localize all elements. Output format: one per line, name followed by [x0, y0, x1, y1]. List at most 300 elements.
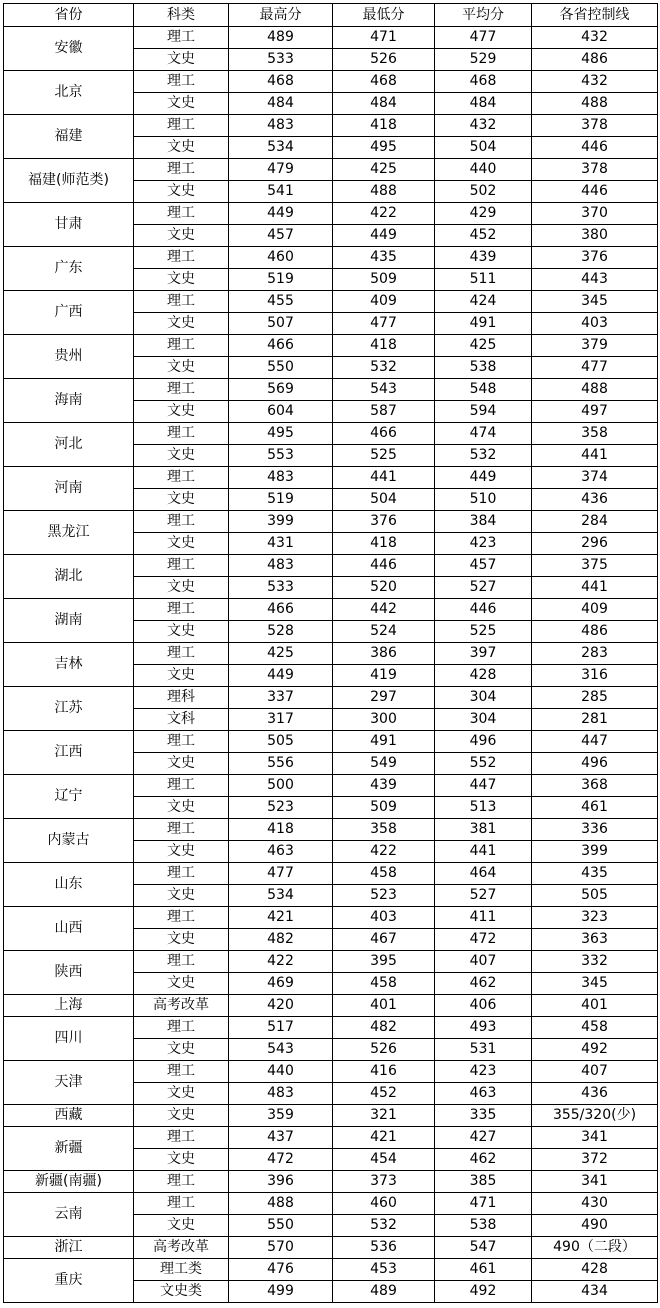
- min-score-cell: 418: [333, 115, 435, 137]
- province-cell: 福建(师范类): [4, 159, 134, 203]
- avg-score-cell: 477: [435, 27, 532, 49]
- avg-score-cell: 406: [435, 995, 532, 1017]
- min-score-cell: 395: [333, 951, 435, 973]
- table-row: [4, 335, 658, 357]
- subject-cell: 理工: [134, 819, 229, 841]
- max-score-cell: 517: [229, 1017, 333, 1039]
- max-score-cell: 431: [229, 533, 333, 555]
- control-line-cell: 358: [532, 423, 658, 445]
- province-cell: 广东: [4, 247, 134, 291]
- control-line-cell: 434: [532, 1281, 658, 1303]
- province-cell: 上海: [4, 995, 134, 1017]
- min-score-cell: 441: [333, 467, 435, 489]
- min-score-cell: 454: [333, 1149, 435, 1171]
- avg-score-cell: 502: [435, 181, 532, 203]
- province-cell: 海南: [4, 379, 134, 423]
- min-score-cell: 495: [333, 137, 435, 159]
- max-score-cell: 484: [229, 93, 333, 115]
- control-line-cell: 496: [532, 753, 658, 775]
- subject-cell: 文史: [134, 797, 229, 819]
- avg-score-cell: 461: [435, 1259, 532, 1281]
- control-line-cell: 505: [532, 885, 658, 907]
- min-score-cell: 409: [333, 291, 435, 313]
- min-score-cell: 525: [333, 445, 435, 467]
- max-score-cell: 359: [229, 1105, 333, 1127]
- avg-score-cell: 463: [435, 1083, 532, 1105]
- avg-score-cell: 496: [435, 731, 532, 753]
- subject-cell: 文史: [134, 929, 229, 951]
- header-subject: 科类: [134, 4, 229, 27]
- control-line-cell: 336: [532, 819, 658, 841]
- control-line-cell: 497: [532, 401, 658, 423]
- avg-score-cell: 304: [435, 687, 532, 709]
- subject-cell: 文史: [134, 137, 229, 159]
- avg-score-cell: 484: [435, 93, 532, 115]
- province-cell: 云南: [4, 1193, 134, 1237]
- subject-cell: 文史: [134, 489, 229, 511]
- min-score-cell: 419: [333, 665, 435, 687]
- min-score-cell: 484: [333, 93, 435, 115]
- province-cell: 西藏: [4, 1105, 134, 1127]
- max-score-cell: 425: [229, 643, 333, 665]
- avg-score-cell: 462: [435, 973, 532, 995]
- avg-score-cell: 384: [435, 511, 532, 533]
- table-row: [4, 71, 658, 93]
- control-line-cell: 372: [532, 1149, 658, 1171]
- subject-cell: 理工: [134, 467, 229, 489]
- control-line-cell: 368: [532, 775, 658, 797]
- min-score-cell: 532: [333, 1215, 435, 1237]
- max-score-cell: 519: [229, 269, 333, 291]
- min-score-cell: 549: [333, 753, 435, 775]
- avg-score-cell: 425: [435, 335, 532, 357]
- table-row: [4, 731, 658, 753]
- avg-score-cell: 441: [435, 841, 532, 863]
- subject-cell: 理工: [134, 379, 229, 401]
- control-line-cell: 341: [532, 1171, 658, 1193]
- province-cell: 新疆(南疆): [4, 1171, 134, 1193]
- control-line-cell: 284: [532, 511, 658, 533]
- avg-score-cell: 527: [435, 885, 532, 907]
- subject-cell: 文史: [134, 357, 229, 379]
- max-score-cell: 534: [229, 137, 333, 159]
- avg-score-cell: 491: [435, 313, 532, 335]
- max-score-cell: 396: [229, 1171, 333, 1193]
- subject-cell: 理工: [134, 1171, 229, 1193]
- subject-cell: 理工: [134, 951, 229, 973]
- province-cell: 福建: [4, 115, 134, 159]
- max-score-cell: 533: [229, 49, 333, 71]
- subject-cell: 理工: [134, 423, 229, 445]
- control-line-cell: 341: [532, 1127, 658, 1149]
- max-score-cell: 479: [229, 159, 333, 181]
- control-line-cell: 401: [532, 995, 658, 1017]
- avg-score-cell: 440: [435, 159, 532, 181]
- max-score-cell: 472: [229, 1149, 333, 1171]
- control-line-cell: 399: [532, 841, 658, 863]
- subject-cell: 文史: [134, 93, 229, 115]
- min-score-cell: 482: [333, 1017, 435, 1039]
- control-line-cell: 435: [532, 863, 658, 885]
- subject-cell: 文史: [134, 1215, 229, 1237]
- subject-cell: 理工: [134, 291, 229, 313]
- avg-score-cell: 432: [435, 115, 532, 137]
- avg-score-cell: 538: [435, 357, 532, 379]
- table-row: [4, 379, 658, 401]
- subject-cell: 文史: [134, 753, 229, 775]
- max-score-cell: 463: [229, 841, 333, 863]
- min-score-cell: 358: [333, 819, 435, 841]
- subject-cell: 理工: [134, 1061, 229, 1083]
- province-cell: 吉林: [4, 643, 134, 687]
- control-line-cell: 486: [532, 49, 658, 71]
- subject-cell: 文史: [134, 621, 229, 643]
- min-score-cell: 509: [333, 797, 435, 819]
- max-score-cell: 569: [229, 379, 333, 401]
- subject-cell: 文史: [134, 1149, 229, 1171]
- max-score-cell: 317: [229, 709, 333, 731]
- control-line-cell: 345: [532, 291, 658, 313]
- control-line-cell: 283: [532, 643, 658, 665]
- max-score-cell: 468: [229, 71, 333, 93]
- min-score-cell: 386: [333, 643, 435, 665]
- avg-score-cell: 531: [435, 1039, 532, 1061]
- min-score-cell: 491: [333, 731, 435, 753]
- max-score-cell: 449: [229, 203, 333, 225]
- subject-cell: 文史: [134, 1105, 229, 1127]
- control-line-cell: 380: [532, 225, 658, 247]
- min-score-cell: 458: [333, 973, 435, 995]
- min-score-cell: 526: [333, 1039, 435, 1061]
- province-cell: 天津: [4, 1061, 134, 1105]
- avg-score-cell: 411: [435, 907, 532, 929]
- avg-score-cell: 511: [435, 269, 532, 291]
- control-line-cell: 409: [532, 599, 658, 621]
- table-row: [4, 819, 658, 841]
- subject-cell: 文科: [134, 709, 229, 731]
- avg-score-cell: 424: [435, 291, 532, 313]
- min-score-cell: 449: [333, 225, 435, 247]
- province-cell: 湖南: [4, 599, 134, 643]
- subject-cell: 文史: [134, 445, 229, 467]
- subject-cell: 文史: [134, 665, 229, 687]
- score-table: [3, 3, 658, 1303]
- control-line-cell: 296: [532, 533, 658, 555]
- max-score-cell: 440: [229, 1061, 333, 1083]
- avg-score-cell: 513: [435, 797, 532, 819]
- control-line-cell: 403: [532, 313, 658, 335]
- subject-cell: 理工: [134, 643, 229, 665]
- control-line-cell: 461: [532, 797, 658, 819]
- subject-cell: 理工: [134, 599, 229, 621]
- control-line-cell: 441: [532, 445, 658, 467]
- avg-score-cell: 547: [435, 1237, 532, 1259]
- avg-score-cell: 447: [435, 775, 532, 797]
- province-cell: 河南: [4, 467, 134, 511]
- min-score-cell: 439: [333, 775, 435, 797]
- max-score-cell: 449: [229, 665, 333, 687]
- min-score-cell: 418: [333, 533, 435, 555]
- control-line-cell: 446: [532, 181, 658, 203]
- province-cell: 河北: [4, 423, 134, 467]
- table-row: [4, 159, 658, 181]
- avg-score-cell: 504: [435, 137, 532, 159]
- avg-score-cell: 452: [435, 225, 532, 247]
- control-line-cell: 436: [532, 489, 658, 511]
- table-row: [4, 423, 658, 445]
- subject-cell: 文史: [134, 49, 229, 71]
- min-score-cell: 460: [333, 1193, 435, 1215]
- province-cell: 四川: [4, 1017, 134, 1061]
- min-score-cell: 418: [333, 335, 435, 357]
- max-score-cell: 495: [229, 423, 333, 445]
- max-score-cell: 500: [229, 775, 333, 797]
- avg-score-cell: 423: [435, 1061, 532, 1083]
- max-score-cell: 455: [229, 291, 333, 313]
- control-line-cell: 488: [532, 379, 658, 401]
- avg-score-cell: 594: [435, 401, 532, 423]
- avg-score-cell: 552: [435, 753, 532, 775]
- subject-cell: 理工: [134, 907, 229, 929]
- control-line-cell: 443: [532, 269, 658, 291]
- control-line-cell: 363: [532, 929, 658, 951]
- control-line-cell: 488: [532, 93, 658, 115]
- subject-cell: 理工类: [134, 1259, 229, 1281]
- table-row: [4, 1171, 658, 1193]
- max-score-cell: 418: [229, 819, 333, 841]
- max-score-cell: 477: [229, 863, 333, 885]
- province-cell: 辽宁: [4, 775, 134, 819]
- min-score-cell: 504: [333, 489, 435, 511]
- subject-cell: 文史: [134, 533, 229, 555]
- table-row: [4, 511, 658, 533]
- min-score-cell: 458: [333, 863, 435, 885]
- province-cell: 黑龙江: [4, 511, 134, 555]
- min-score-cell: 524: [333, 621, 435, 643]
- province-cell: 甘肃: [4, 203, 134, 247]
- max-score-cell: 460: [229, 247, 333, 269]
- control-line-cell: 374: [532, 467, 658, 489]
- min-score-cell: 297: [333, 687, 435, 709]
- table-row: [4, 291, 658, 313]
- min-score-cell: 523: [333, 885, 435, 907]
- subject-cell: 文史: [134, 973, 229, 995]
- min-score-cell: 452: [333, 1083, 435, 1105]
- province-cell: 贵州: [4, 335, 134, 379]
- province-cell: 陕西: [4, 951, 134, 995]
- max-score-cell: 553: [229, 445, 333, 467]
- min-score-cell: 300: [333, 709, 435, 731]
- min-score-cell: 466: [333, 423, 435, 445]
- min-score-cell: 477: [333, 313, 435, 335]
- max-score-cell: 499: [229, 1281, 333, 1303]
- subject-cell: 理工: [134, 159, 229, 181]
- province-cell: 内蒙古: [4, 819, 134, 863]
- min-score-cell: 435: [333, 247, 435, 269]
- min-score-cell: 442: [333, 599, 435, 621]
- table-row: [4, 115, 658, 137]
- avg-score-cell: 529: [435, 49, 532, 71]
- max-score-cell: 534: [229, 885, 333, 907]
- control-line-cell: 490（二段）: [532, 1237, 658, 1259]
- avg-score-cell: 510: [435, 489, 532, 511]
- control-line-cell: 376: [532, 247, 658, 269]
- avg-score-cell: 304: [435, 709, 532, 731]
- min-score-cell: 421: [333, 1127, 435, 1149]
- control-line-cell: 486: [532, 621, 658, 643]
- min-score-cell: 425: [333, 159, 435, 181]
- max-score-cell: 421: [229, 907, 333, 929]
- province-cell: 江苏: [4, 687, 134, 731]
- control-line-cell: 441: [532, 577, 658, 599]
- min-score-cell: 416: [333, 1061, 435, 1083]
- avg-score-cell: 335: [435, 1105, 532, 1127]
- avg-score-cell: 525: [435, 621, 532, 643]
- subject-cell: 理工: [134, 555, 229, 577]
- control-line-cell: 281: [532, 709, 658, 731]
- avg-score-cell: 428: [435, 665, 532, 687]
- avg-score-cell: 474: [435, 423, 532, 445]
- subject-cell: 文史: [134, 1039, 229, 1061]
- min-score-cell: 403: [333, 907, 435, 929]
- subject-cell: 理工: [134, 335, 229, 357]
- subject-cell: 文史: [134, 841, 229, 863]
- control-line-cell: 447: [532, 731, 658, 753]
- min-score-cell: 532: [333, 357, 435, 379]
- min-score-cell: 422: [333, 203, 435, 225]
- max-score-cell: 604: [229, 401, 333, 423]
- max-score-cell: 550: [229, 357, 333, 379]
- subject-cell: 理工: [134, 27, 229, 49]
- control-line-cell: 432: [532, 27, 658, 49]
- min-score-cell: 422: [333, 841, 435, 863]
- table-row: [4, 1193, 658, 1215]
- control-line-cell: 490: [532, 1215, 658, 1237]
- control-line-cell: 477: [532, 357, 658, 379]
- max-score-cell: 556: [229, 753, 333, 775]
- subject-cell: 理工: [134, 203, 229, 225]
- subject-cell: 高考改革: [134, 995, 229, 1017]
- control-line-cell: 378: [532, 115, 658, 137]
- min-score-cell: 373: [333, 1171, 435, 1193]
- province-cell: 北京: [4, 71, 134, 115]
- table-row: [4, 555, 658, 577]
- table-row: [4, 203, 658, 225]
- subject-cell: 文史: [134, 313, 229, 335]
- control-line-cell: 379: [532, 335, 658, 357]
- subject-cell: 理工: [134, 1017, 229, 1039]
- avg-score-cell: 538: [435, 1215, 532, 1237]
- avg-score-cell: 446: [435, 599, 532, 621]
- subject-cell: 理工: [134, 115, 229, 137]
- avg-score-cell: 462: [435, 1149, 532, 1171]
- min-score-cell: 468: [333, 71, 435, 93]
- table-row: [4, 687, 658, 709]
- avg-score-cell: 407: [435, 951, 532, 973]
- table-row: [4, 1237, 658, 1259]
- subject-cell: 理工: [134, 863, 229, 885]
- avg-score-cell: 493: [435, 1017, 532, 1039]
- subject-cell: 文史: [134, 885, 229, 907]
- subject-cell: 文史: [134, 181, 229, 203]
- subject-cell: 理工: [134, 71, 229, 93]
- max-score-cell: 420: [229, 995, 333, 1017]
- min-score-cell: 453: [333, 1259, 435, 1281]
- table-row: [4, 1259, 658, 1281]
- table-row: [4, 599, 658, 621]
- table-row: [4, 951, 658, 973]
- table-row: [4, 907, 658, 929]
- max-score-cell: 476: [229, 1259, 333, 1281]
- max-score-cell: 422: [229, 951, 333, 973]
- table-body: [4, 27, 658, 1303]
- header-control-line: 各省控制线: [532, 4, 658, 27]
- max-score-cell: 570: [229, 1237, 333, 1259]
- table-row: [4, 1017, 658, 1039]
- avg-score-cell: 397: [435, 643, 532, 665]
- province-cell: 广西: [4, 291, 134, 335]
- subject-cell: 文史: [134, 225, 229, 247]
- avg-score-cell: 464: [435, 863, 532, 885]
- header-row: [4, 4, 658, 27]
- control-line-cell: 428: [532, 1259, 658, 1281]
- min-score-cell: 536: [333, 1237, 435, 1259]
- max-score-cell: 469: [229, 973, 333, 995]
- avg-score-cell: 385: [435, 1171, 532, 1193]
- province-cell: 江西: [4, 731, 134, 775]
- table-row: [4, 467, 658, 489]
- max-score-cell: 543: [229, 1039, 333, 1061]
- control-line-cell: 430: [532, 1193, 658, 1215]
- table-row: [4, 1061, 658, 1083]
- subject-cell: 文史: [134, 577, 229, 599]
- header-avg-score: 平均分: [435, 4, 532, 27]
- max-score-cell: 489: [229, 27, 333, 49]
- min-score-cell: 520: [333, 577, 435, 599]
- max-score-cell: 399: [229, 511, 333, 533]
- table-row: [4, 247, 658, 269]
- province-cell: 重庆: [4, 1259, 134, 1303]
- avg-score-cell: 471: [435, 1193, 532, 1215]
- province-cell: 山东: [4, 863, 134, 907]
- avg-score-cell: 492: [435, 1281, 532, 1303]
- max-score-cell: 483: [229, 555, 333, 577]
- avg-score-cell: 439: [435, 247, 532, 269]
- province-cell: 新疆: [4, 1127, 134, 1171]
- control-line-cell: 446: [532, 137, 658, 159]
- max-score-cell: 519: [229, 489, 333, 511]
- max-score-cell: 507: [229, 313, 333, 335]
- control-line-cell: 332: [532, 951, 658, 973]
- subject-cell: 文史: [134, 1083, 229, 1105]
- min-score-cell: 446: [333, 555, 435, 577]
- max-score-cell: 533: [229, 577, 333, 599]
- max-score-cell: 483: [229, 1083, 333, 1105]
- subject-cell: 理工: [134, 775, 229, 797]
- avg-score-cell: 423: [435, 533, 532, 555]
- max-score-cell: 482: [229, 929, 333, 951]
- max-score-cell: 437: [229, 1127, 333, 1149]
- control-line-cell: 432: [532, 71, 658, 93]
- table-row: [4, 643, 658, 665]
- control-line-cell: 316: [532, 665, 658, 687]
- subject-cell: 文史类: [134, 1281, 229, 1303]
- table-row: [4, 863, 658, 885]
- min-score-cell: 321: [333, 1105, 435, 1127]
- max-score-cell: 523: [229, 797, 333, 819]
- avg-score-cell: 527: [435, 577, 532, 599]
- max-score-cell: 528: [229, 621, 333, 643]
